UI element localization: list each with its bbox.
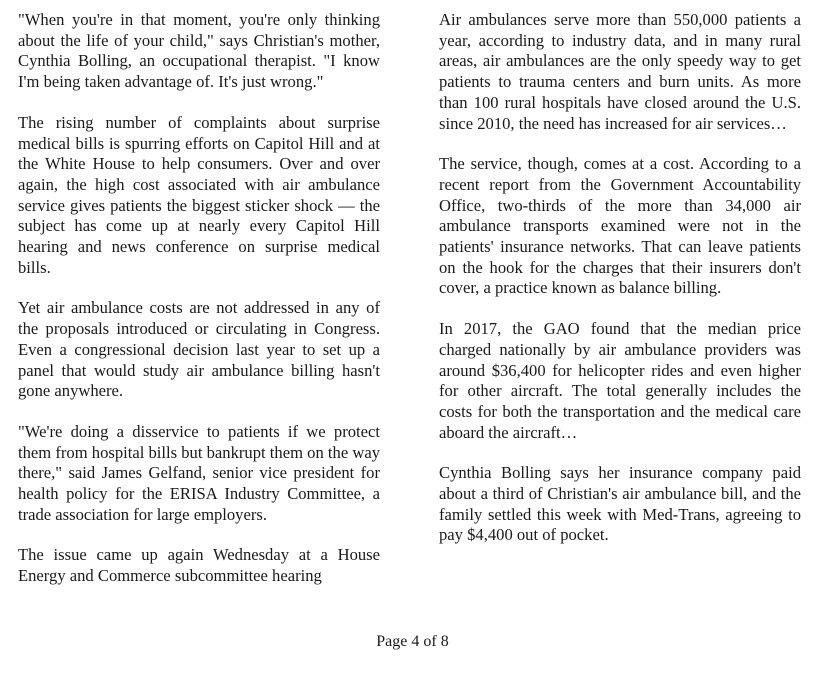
paragraph: "When you're in that moment, you're only thinking about the life of your child," says Christian's mother, Cynthia Bolling, an occupational therapist. "I know I'm being taken advantage of. It's just wrong." <box>18 10 380 92</box>
paragraph: The rising number of complaints about surprise medical bills is spurring efforts on Capitol Hill and at the White House to help consumers. Over and over again, the high cost associated with air ambulance service gives patients the biggest sticker shock — the subject has come up at nearly every Capitol Hill hearing and news conference on surprise medical bills. <box>18 112 380 277</box>
paragraph: The issue came up again Wednesday at a House Energy and Commerce subcommittee hearing <box>18 545 380 586</box>
paragraph: "We're doing a disservice to patients if we protect them from hospital bills but bankrupt them on the way there," said James Gelfand, senior vice president for health policy for the ERISA Industry Committee, a trade association for large employers. <box>18 421 380 524</box>
paragraph: In 2017, the GAO found that the median price charged nationally by air ambulance providers was around $36,400 for helicopter rides and even higher for other aircraft. The total generally includes the costs for both the transportation and the medical care aboard the aircraft… <box>439 319 801 442</box>
paragraph: Air ambulances serve more than 550,000 patients a year, according to industry data, and in many rural areas, air ambulances are the only speedy way to get patients to trauma centers and burn units. As more than 100 rural hospitals have closed around the U.S. since 2010, the need has increased for air services… <box>439 10 801 133</box>
paragraph: Cynthia Bolling says her insurance company paid about a third of Christian's air ambulance bill, and the family settled this week with Med-Trans, agreeing to pay $4,400 out of pocket. <box>439 463 801 545</box>
right-column <box>439 10 801 566</box>
page-number: Page 4 of 8 <box>376 633 449 650</box>
paragraph: Yet air ambulance costs are not addressed in any of the proposals introduced or circulating in Congress. Even a congressional decision last year to set up a panel that would study air ambulance billing hasn't gone anywhere. <box>18 298 380 401</box>
left-column <box>18 10 380 607</box>
paragraph: The service, though, comes at a cost. According to a recent report from the Government Accountability Office, two-thirds of the more than 34,000 air ambulance transports examined were not in the patients' insurance networks. That can leave patients on the hook for the charges that their insurers don't cover, a practice known as balance billing. <box>439 154 801 298</box>
